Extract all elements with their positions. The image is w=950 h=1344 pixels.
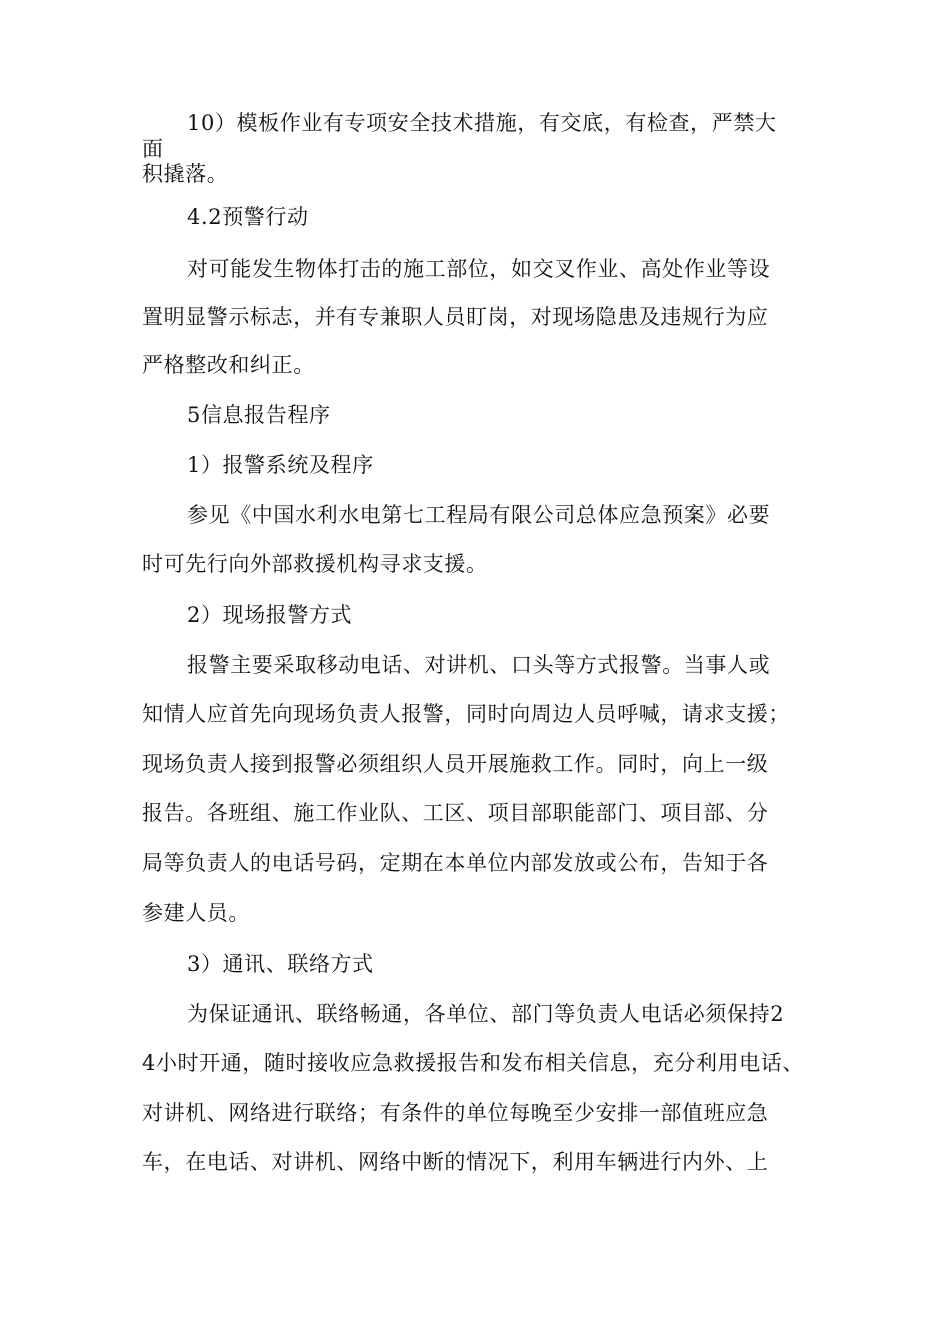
text-line: 局等负责人的电话号码，定期在本单位内部发放或公布，告知于各 bbox=[142, 851, 769, 875]
text-line: 严格整改和纠正。 bbox=[142, 353, 315, 377]
text-line: 现场负责人接到报警必须组织人员开展施救工作。同时，向上一级 bbox=[142, 752, 769, 776]
text-line: 时可先行向外部救援机构寻求支援。 bbox=[142, 552, 488, 576]
subsection-heading: 3）通讯、联络方式 bbox=[187, 952, 374, 976]
text-line: 参见《中国水利水电第七工程局有限公司总体应急预案》必要 bbox=[187, 503, 771, 527]
text-line: 4小时开通，随时接收应急救援报告和发布相关信息，充分利用电话、 bbox=[142, 1051, 804, 1075]
text-line: 报警主要采取移动电话、对讲机、口头等方式报警。当事人或 bbox=[187, 653, 771, 677]
text-line: 积撬落。 bbox=[142, 162, 229, 186]
text-line: 置明显警示标志，并有专兼职人员盯岗，对现场隐患及违规行为应 bbox=[142, 305, 769, 329]
text-line: 报告。各班组、施工作业队、工区、项目部职能部门、项目部、分 bbox=[142, 801, 769, 825]
text-line: 对讲机、网络进行联络；有条件的单位每晚至少安排一部值班应急 bbox=[142, 1101, 769, 1125]
text-line: 参建人员。 bbox=[142, 901, 250, 925]
text-line: 知情人应首先向现场负责人报警，同时向周边人员呼喊，请求支援； bbox=[142, 702, 790, 726]
text-line: 面 bbox=[142, 137, 164, 161]
text-line: 对可能发生物体打击的施工部位，如交叉作业、高处作业等设 bbox=[187, 257, 771, 281]
subsection-heading: 2）现场报警方式 bbox=[187, 603, 353, 627]
text-line: 为保证通讯、联络畅通，各单位、部门等负责人电话必须保持2 bbox=[187, 1002, 785, 1026]
subsection-heading: 1）报警系统及程序 bbox=[187, 453, 374, 477]
text-line: 10）模板作业有专项安全技术措施，有交底，有检查，严禁大 bbox=[187, 111, 777, 135]
section-heading: 5信息报告程序 bbox=[187, 403, 331, 427]
section-heading: 4.2预警行动 bbox=[187, 205, 309, 229]
text-line: 车，在电话、对讲机、网络中断的情况下，利用车辆进行内外、上 bbox=[142, 1150, 769, 1174]
